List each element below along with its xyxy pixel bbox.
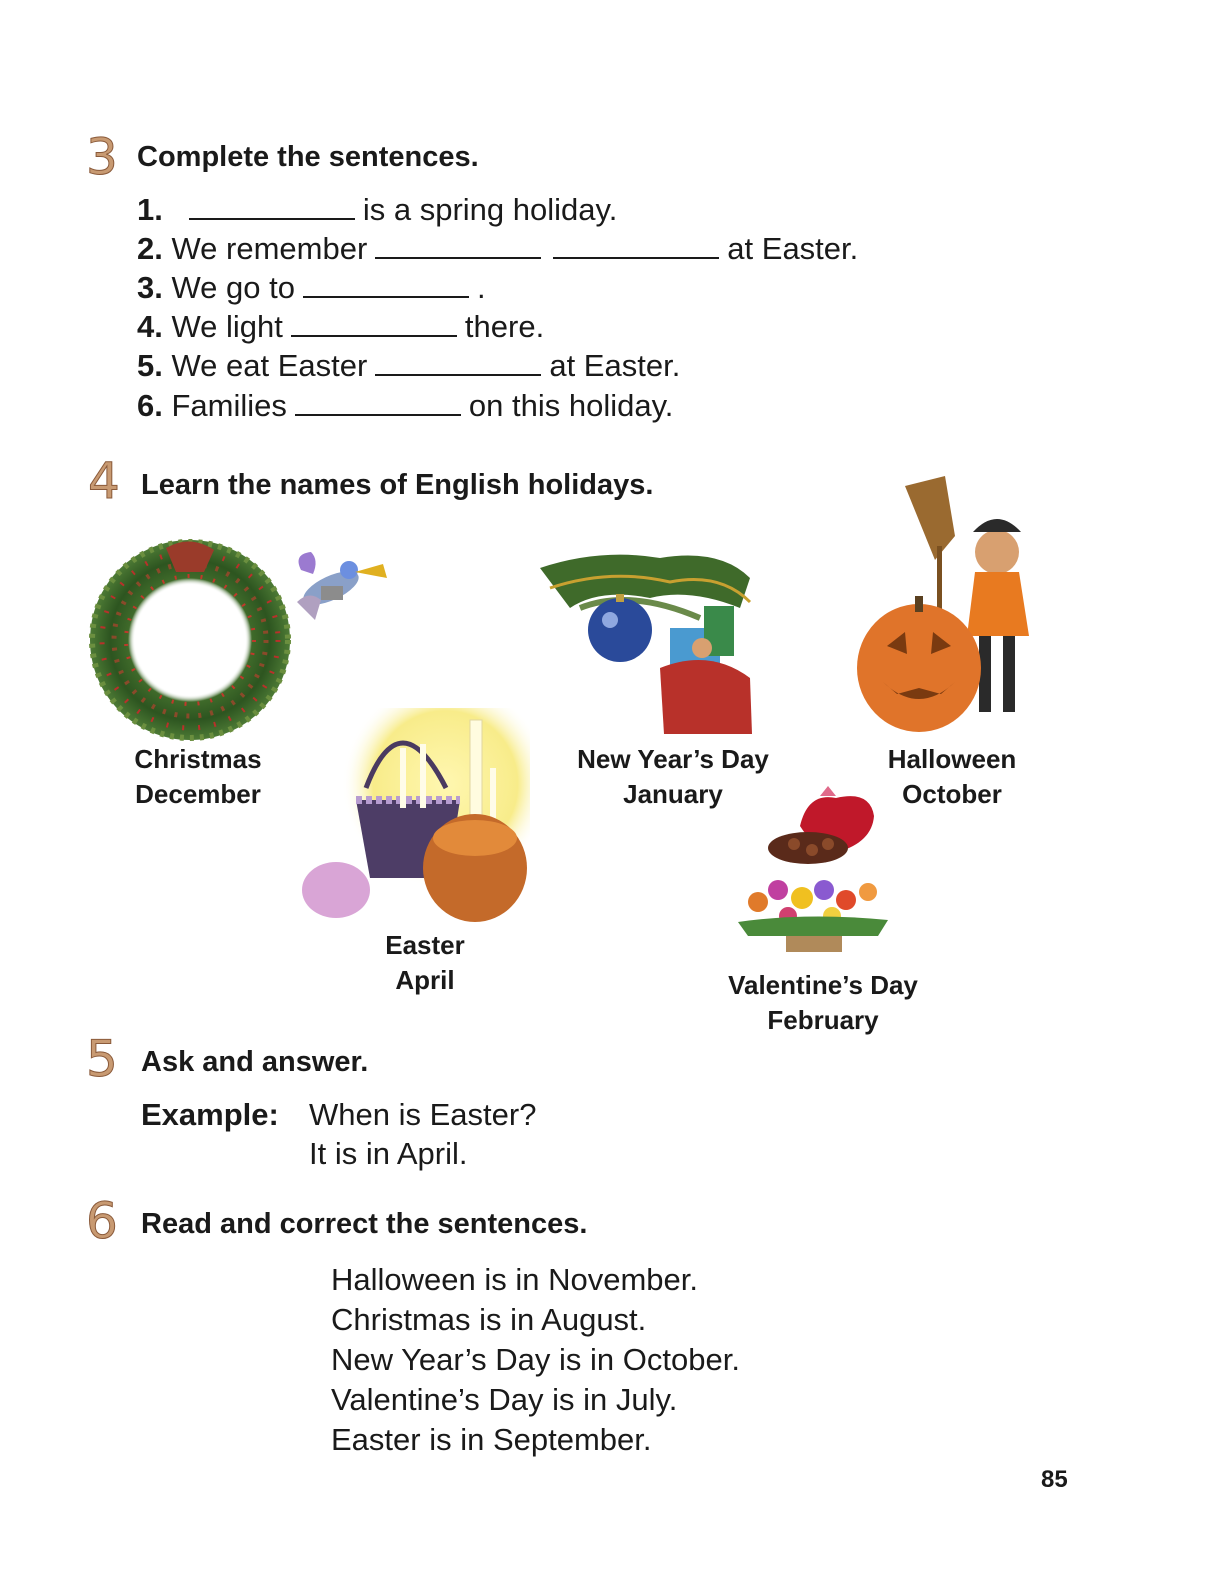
exercise-6-number: 6 [86, 1192, 118, 1250]
item-text: there. [464, 309, 545, 344]
list-item: Easter is in September. [331, 1422, 652, 1457]
holiday-easter [335, 928, 515, 998]
holiday-name: Halloween [887, 744, 1017, 774]
example-label: Example: [141, 1097, 279, 1132]
exercise-4-number: 4 [88, 452, 120, 510]
easter-basket-image [300, 708, 530, 928]
answer-blank[interactable] [553, 235, 719, 259]
valentine-flowers-image [728, 786, 898, 954]
list-item: New Year’s Day is in October. [331, 1342, 740, 1377]
halloween-pumpkin-image [855, 476, 1055, 732]
answer-blank[interactable] [375, 235, 541, 259]
ex3-item-3 [137, 272, 486, 303]
exercise-5-title: Ask and answer. [141, 1046, 369, 1078]
ex3-item-4 [137, 311, 544, 342]
answer-blank[interactable] [375, 352, 541, 376]
holiday-valentines-day [705, 968, 941, 1038]
holiday-name: Christmas [134, 744, 262, 774]
list-item: Christmas is in August. [331, 1302, 647, 1337]
item-text: . [477, 270, 486, 305]
item-number: 1. [137, 192, 163, 227]
page-number: 85 [1041, 1466, 1068, 1493]
item-text: We eat Easter [171, 348, 368, 383]
holiday-name: Valentine’s Day [728, 970, 918, 1000]
list-item: Valentine’s Day is in July. [331, 1382, 678, 1417]
item-number: 3. [137, 270, 163, 305]
exercise-6-title: Read and correct the sentences. [141, 1208, 588, 1240]
item-text: We light [171, 309, 283, 344]
holiday-name: New Year’s Day [577, 744, 769, 774]
ex3-item-2 [137, 233, 858, 264]
holiday-month: April [395, 965, 455, 995]
item-text: is a spring holiday. [362, 192, 618, 227]
item-text: on this holiday. [468, 388, 674, 423]
exercise-5-number: 5 [86, 1030, 118, 1088]
item-number: 6. [137, 388, 163, 423]
ex3-item-5 [137, 350, 680, 381]
exercise-3-title: Complete the sentences. [137, 141, 479, 173]
item-number: 5. [137, 348, 163, 383]
item-text: Families [171, 388, 287, 423]
item-text: at Easter. [727, 231, 859, 266]
item-number: 2. [137, 231, 163, 266]
list-item: Halloween is in November. [331, 1262, 699, 1297]
holiday-christmas [108, 742, 288, 812]
answer-blank[interactable] [291, 313, 457, 337]
answer-blank[interactable] [295, 392, 461, 416]
holiday-month: January [623, 779, 723, 809]
item-text: We go to [171, 270, 295, 305]
holiday-month: February [767, 1005, 879, 1035]
answer-blank[interactable] [189, 196, 355, 220]
item-text: We remember [171, 231, 368, 266]
example-answer: It is in April. [309, 1136, 468, 1171]
ex3-item-1 [137, 194, 617, 225]
exercise-4-title: Learn the names of English holidays. [141, 469, 654, 501]
answer-blank[interactable] [303, 274, 469, 298]
holiday-month: December [135, 779, 261, 809]
ex3-item-6 [137, 390, 673, 421]
holiday-name: Easter [385, 930, 465, 960]
exercise-3-number: 3 [86, 128, 118, 186]
new-year-tree-image [540, 548, 760, 734]
item-number: 4. [137, 309, 163, 344]
example-question: When is Easter? [309, 1097, 537, 1132]
sentence-list [331, 1260, 740, 1460]
item-text: at Easter. [549, 348, 681, 383]
holiday-month: October [902, 779, 1002, 809]
